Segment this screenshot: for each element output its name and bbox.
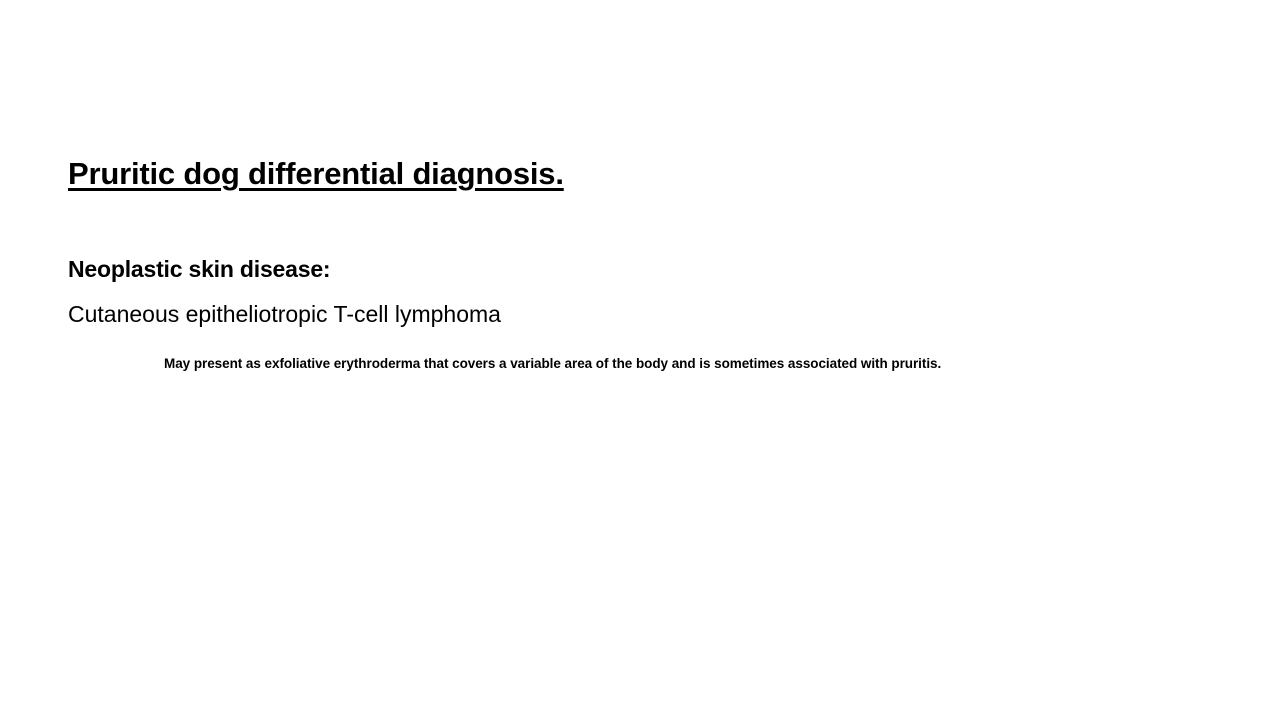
body-text-lymphoma: Cutaneous epitheliotropic T-cell lymphoma [68, 301, 501, 327]
section-heading-neoplastic-skin-disease: Neoplastic skin disease: [68, 256, 331, 282]
note-text-presentation: May present as exfoliative erythroderma that covers a variable area of the body and is sometimes associated with pruritis. [164, 356, 942, 371]
page-title: Pruritic dog differential diagnosis. [68, 156, 564, 191]
